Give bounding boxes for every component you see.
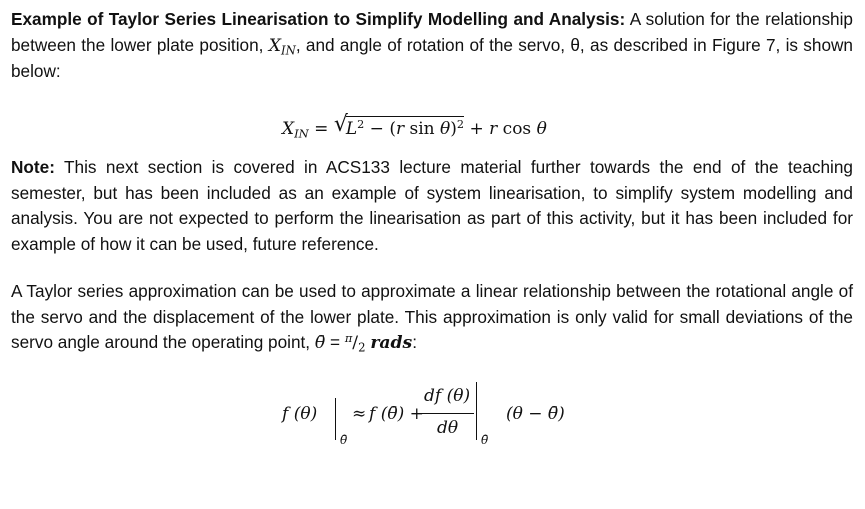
taylor-text: A Taylor series approximation can be used to approximate a linear relationship between the rotational angle of the servo and the displacement of the lower plate. This approximation is only valid for small deviations of the servo angle around the operating point, bbox=[11, 281, 853, 353]
var-x-in: $X_{IN}$ bbox=[268, 35, 296, 58]
plate-position-equation bbox=[282, 114, 547, 144]
derivative-denominator: dθ bbox=[437, 418, 459, 438]
eq1-theta: θ bbox=[536, 119, 547, 139]
note-text: This next section is covered in ACS133 lecture material further towards the end of the teaching semester, but has been included as an example of system linearisation, to simplify system modelling and analysis. You are not expected to perform the linearisation as part of this activity, but it has been included for example of how it can be used, future reference. bbox=[11, 157, 853, 254]
sqrt-symbol: √ bbox=[333, 112, 348, 137]
derivative-numerator: df (θ) bbox=[424, 386, 471, 406]
eq1-r: r bbox=[489, 119, 498, 139]
taylor-paragraph bbox=[11, 279, 853, 357]
eval-bar-2 bbox=[476, 382, 477, 440]
taylor-f-bar: f (θ̄) + bbox=[369, 404, 424, 424]
taylor-lhs: f (θ) bbox=[282, 404, 318, 424]
section-heading: Example of Taylor Series Linearisation to Simplify Modelling and Analysis: bbox=[11, 9, 626, 29]
note-paragraph bbox=[11, 155, 853, 257]
eval-at-2: θ̄ bbox=[481, 433, 489, 447]
eq1-sqrt: √ $L^2 - (r$ sin θ)$^2$ bbox=[333, 112, 465, 139]
intro-text-b: , and angle of rotation of the servo, θ, as described in Figure 7, is shown below: bbox=[11, 34, 853, 82]
intro-paragraph bbox=[11, 7, 853, 85]
theta-bar: θ̄ bbox=[314, 333, 326, 354]
eq1-lhs: $X_{IN}$ bbox=[282, 119, 309, 141]
colon: : bbox=[412, 332, 417, 353]
intro-text-a: A solution for the relationship between the lower plate position, bbox=[11, 9, 853, 55]
deviation-term: (θ − θ̄) bbox=[506, 404, 565, 424]
pi-over-two: $^\pi/_2$ bbox=[344, 330, 366, 355]
eval-bar-1 bbox=[335, 398, 336, 440]
eq1-cos: cos bbox=[497, 119, 537, 139]
eq1-equals: = bbox=[308, 119, 334, 139]
note-label: Note: bbox=[11, 157, 55, 177]
op-equals: = bbox=[325, 332, 345, 353]
rads-unit: rads bbox=[370, 333, 413, 354]
eq1-plus: + bbox=[464, 119, 490, 139]
approx-symbol: ≈ bbox=[352, 404, 367, 424]
taylor-equation bbox=[282, 380, 602, 450]
eval-at-1: θ̄ bbox=[340, 433, 348, 447]
fraction-bar bbox=[422, 413, 474, 414]
